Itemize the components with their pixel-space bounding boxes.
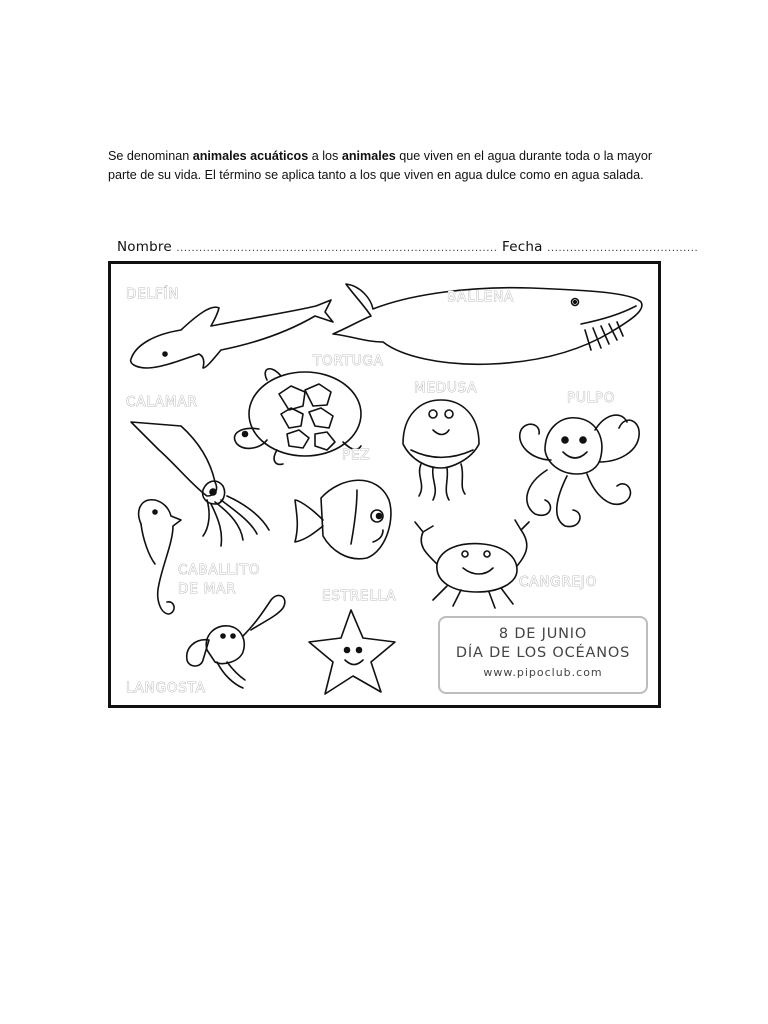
octopus-drawing <box>520 415 639 527</box>
label-pez: PEZ <box>342 447 371 463</box>
label-medusa: MEDUSA <box>414 380 478 396</box>
intro-paragraph <box>108 147 668 185</box>
label-estrella: ESTRELLA <box>322 588 397 604</box>
label-caballito-1: CABALLITO <box>178 562 261 578</box>
intro-text-3: que viven en el agua durante toda o la mayor parte de su vida. El término se aplica tanto a los que viven en agua dulce como en agua salada. <box>108 149 653 182</box>
crab-drawing <box>415 520 529 608</box>
date-field[interactable]: ........................................ <box>547 243 699 254</box>
label-caballito-2: DE MAR <box>178 581 237 597</box>
starfish-drawing <box>309 610 395 694</box>
squid-drawing <box>131 422 269 546</box>
lobster-drawing <box>187 595 285 688</box>
label-calamar: CALAMAR <box>126 394 198 410</box>
seahorse-drawing <box>139 500 181 614</box>
label-ballena: BALLENA <box>447 289 515 305</box>
coloring-sheet <box>108 261 661 708</box>
label-tortuga: TORTUGA <box>313 353 384 369</box>
intro-text-2: a los <box>308 149 342 163</box>
jellyfish-drawing <box>403 400 479 500</box>
badge-title: DÍA DE LOS OCÉANOS <box>455 645 631 661</box>
badge-url[interactable]: www.pipoclub.com <box>483 666 603 679</box>
label-cangrejo: CANGREJO <box>519 574 598 590</box>
name-date-line <box>117 239 699 255</box>
name-label: Nombre <box>117 239 172 255</box>
fish-drawing <box>295 480 391 559</box>
intro-bold-2: animales <box>341 149 396 163</box>
intro-bold-1: animales acuáticos <box>192 149 309 163</box>
badge-date: 8 DE JUNIO <box>498 626 588 642</box>
date-label: Fecha <box>502 239 543 255</box>
label-delfin: DELFÍN <box>126 286 180 302</box>
oceans-day-badge <box>438 616 648 694</box>
intro-text-1: Se denominan <box>108 149 193 163</box>
label-langosta: LANGOSTA <box>126 680 206 696</box>
label-pulpo: PULPO <box>567 390 616 406</box>
name-field[interactable]: ..................................................................................... <box>176 243 498 254</box>
dolphin-drawing <box>131 300 333 368</box>
